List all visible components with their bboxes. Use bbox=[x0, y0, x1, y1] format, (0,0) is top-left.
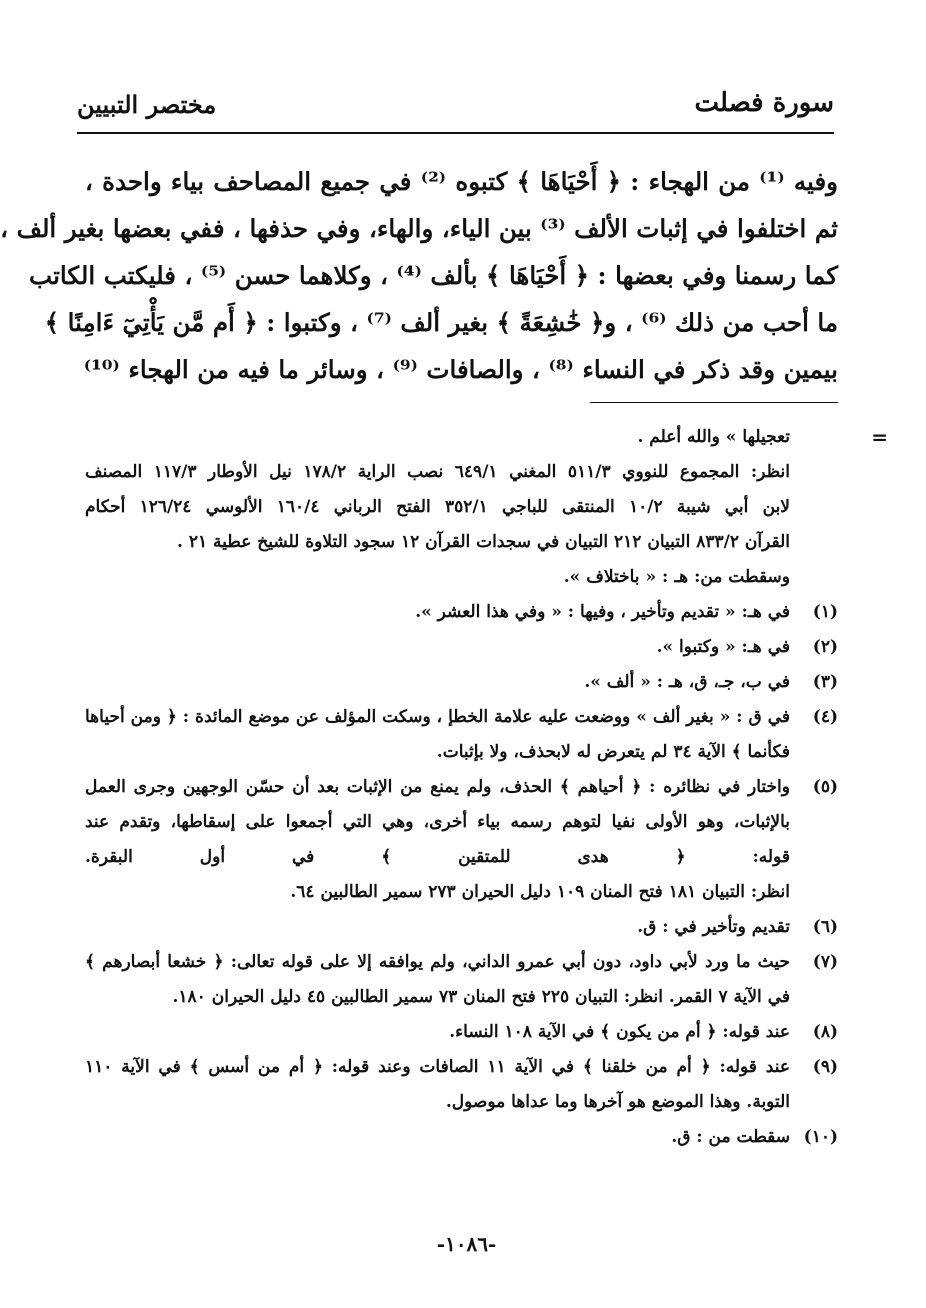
footnote-number: (٦) bbox=[812, 917, 838, 937]
footnote-text: لابن أبي شيبة ١٠/٢ المنتقى للباجي ٣٥٢/١ الفتح الرباني ١٦٠/٤ الألوسي ١٢٦/٢٤ أحكام bbox=[85, 497, 790, 517]
main-text-line: ما أحب من ذلك ⁽⁶⁾ ، و﴿ خَٰشِعَةً ﴾ بغير ألف ⁽⁷⁾ ، وكتبوا : ﴿ أَم مَّن يَأْتِيٓ ءَامِنًا ﴾ bbox=[44, 308, 838, 337]
main-text-line: ثم اختلفوا في إثبات الألف ⁽³⁾ بين الياء، والهاء، وفي حذفها ، ففي بعضها بغير ألف ، bbox=[0, 214, 838, 243]
page-number: -١٠٨٦- bbox=[436, 1232, 497, 1256]
footnote-text: في هـ: « وكتبوا ». bbox=[656, 637, 790, 657]
footnote-line bbox=[85, 455, 838, 490]
footnote-text: بالإثبات، وهو الأولى نفيا لتوهم رسمه بياء أخرى، وهي التي أجمعوا على إسقاطها، وتقدم عند bbox=[85, 812, 790, 832]
footnote-line bbox=[85, 630, 838, 665]
footnote-text: انظر: المجموع للنووي ٥١١/٣ المغني ٦٤٩/١ نصب الراية ١٧٨/٢ نيل الأوطار ١١٧/٣ المصنف bbox=[85, 462, 790, 482]
footnote-text: القرآن ٨٣٣/٢ التبيان ٢١٢ التبيان في سجدات القرآن ١٢ سجود التلاوة للشيخ عطية ٢١ . bbox=[176, 532, 790, 552]
footnote-line bbox=[85, 805, 838, 840]
footnote-text: فكأنما ﴾ الآية ٣٤ لم يتعرض له لابحذف، ولا بإثبات. bbox=[436, 742, 790, 762]
footnotes bbox=[85, 420, 888, 1155]
footnote-text: واختار في نظائره : ﴿ أحياهم ﴾ الحذف، ولم يمنع من الإثبات بعد أن حسّن الوجهين وجرى العمل bbox=[85, 777, 790, 797]
footnote-text: وسقطت من: هـ : « باختلاف ». bbox=[563, 567, 790, 587]
footnote-text: حيث ما ورد لأبي داود، دون أبي عمرو الداني، ولم يوافقه إلا على قوله تعالى: ﴿ خشعا أبصارهم ﴾ bbox=[85, 952, 790, 972]
footnote-line bbox=[85, 770, 838, 805]
footnote-line bbox=[85, 840, 838, 875]
footnote-text: في الآية ٧ القمر. انظر: التبيان ٢٢٥ فتح المنان ٧٣ سمير الطالبين ٤٥ دليل الحيران ١٨٠. bbox=[172, 987, 790, 1007]
book-title: مختصر التبيين bbox=[77, 90, 217, 119]
footnote-line bbox=[85, 875, 838, 910]
footnote-line bbox=[85, 980, 838, 1015]
footnote-line bbox=[85, 1050, 838, 1085]
main-text-line: بيمين وقد ذكر في النساء ⁽⁸⁾ ، والصافات ⁽⁹⁾ ، وسائر ما فيه من الهجاء ⁽¹⁰⁾ bbox=[83, 355, 838, 384]
footnote-text: في ب، جـ، ق، هـ : « ألف ». bbox=[584, 672, 790, 692]
footnote-line bbox=[85, 1085, 838, 1120]
surah-title: سورة فصلت bbox=[694, 88, 834, 118]
header-rule bbox=[77, 132, 834, 134]
footnote-number: (٥) bbox=[812, 777, 838, 797]
footnote-line bbox=[85, 595, 838, 630]
footnote-line bbox=[85, 525, 838, 560]
footnote-text: تعجيلها » والله أعلم . bbox=[637, 427, 790, 447]
footnote-line bbox=[85, 1015, 838, 1050]
footnote-line bbox=[85, 420, 888, 455]
footnote-number: (٢) bbox=[812, 637, 838, 657]
main-text bbox=[0, 158, 838, 393]
main-text-line: كما رسمنا وفي بعضها : ﴿ أَحْيَاهَا ﴾ بألف ⁽⁴⁾ ، وكلاهما حسن ⁽⁵⁾ ، فليكتب الكاتب bbox=[29, 261, 838, 290]
footnote-text: سقطت من : ق. bbox=[671, 1127, 790, 1147]
footnote-line bbox=[85, 665, 838, 700]
footnote-line bbox=[85, 735, 838, 770]
footnote-separator bbox=[590, 402, 838, 403]
footnote-text: عند قوله: ﴿ أم من خلقنا ﴾ في الآية ١١ الصافات وعند قوله: ﴿ أم من أسس ﴾ في الآية ١١٠ bbox=[85, 1057, 790, 1077]
footnote-number: (١) bbox=[812, 602, 838, 622]
footnote-line bbox=[85, 700, 838, 735]
footnote-line bbox=[85, 910, 838, 945]
continuation-marker: = bbox=[871, 425, 888, 449]
footnote-line bbox=[85, 1120, 838, 1155]
footnote-number: (٨) bbox=[812, 1022, 838, 1042]
footnote-text: قوله: ﴿ هدى للمتقين ﴾ في أول البقرة. bbox=[85, 847, 790, 867]
footnote-text: في ق : « بغير ألف » ووضعت عليه علامة الخطإ ، وسكت المؤلف عن موضع المائدة : ﴿ ومن أحياها bbox=[85, 707, 790, 727]
footnote-text: في هـ: « تقديم وتأخير ، وفيها : « وفي هذا العشر ». bbox=[415, 602, 790, 622]
footnote-line bbox=[85, 945, 838, 980]
footnote-text: عند قوله: ﴿ أم من يكون ﴾ في الآية ١٠٨ النساء. bbox=[449, 1022, 790, 1042]
main-text-line: وفيه ⁽¹⁾ من الهجاء : ﴿ أَحْيَاهَا ﴾ كتبوه ⁽²⁾ في جميع المصاحف بياء واحدة ، bbox=[85, 167, 838, 196]
footnote-text: تقديم وتأخير في : ق. bbox=[637, 917, 790, 937]
footnote-text: التوبة. وهذا الموضع هو آخرها وما عداها موصول. bbox=[445, 1092, 790, 1112]
footnote-number: (٤) bbox=[812, 707, 838, 727]
running-header bbox=[77, 88, 834, 134]
footnote-number: (٩) bbox=[812, 1057, 838, 1077]
footnote-line bbox=[85, 490, 838, 525]
footnote-number: (٣) bbox=[812, 672, 838, 692]
footnote-number: (٧) bbox=[812, 952, 838, 972]
footnote-text: انظر: التبيان ١٨١ فتح المنان ١٠٩ دليل الحيران ٢٧٣ سمير الطالبين ٦٤. bbox=[290, 882, 790, 902]
footnote-line bbox=[85, 560, 838, 595]
footnote-number: (١٠) bbox=[803, 1127, 838, 1147]
